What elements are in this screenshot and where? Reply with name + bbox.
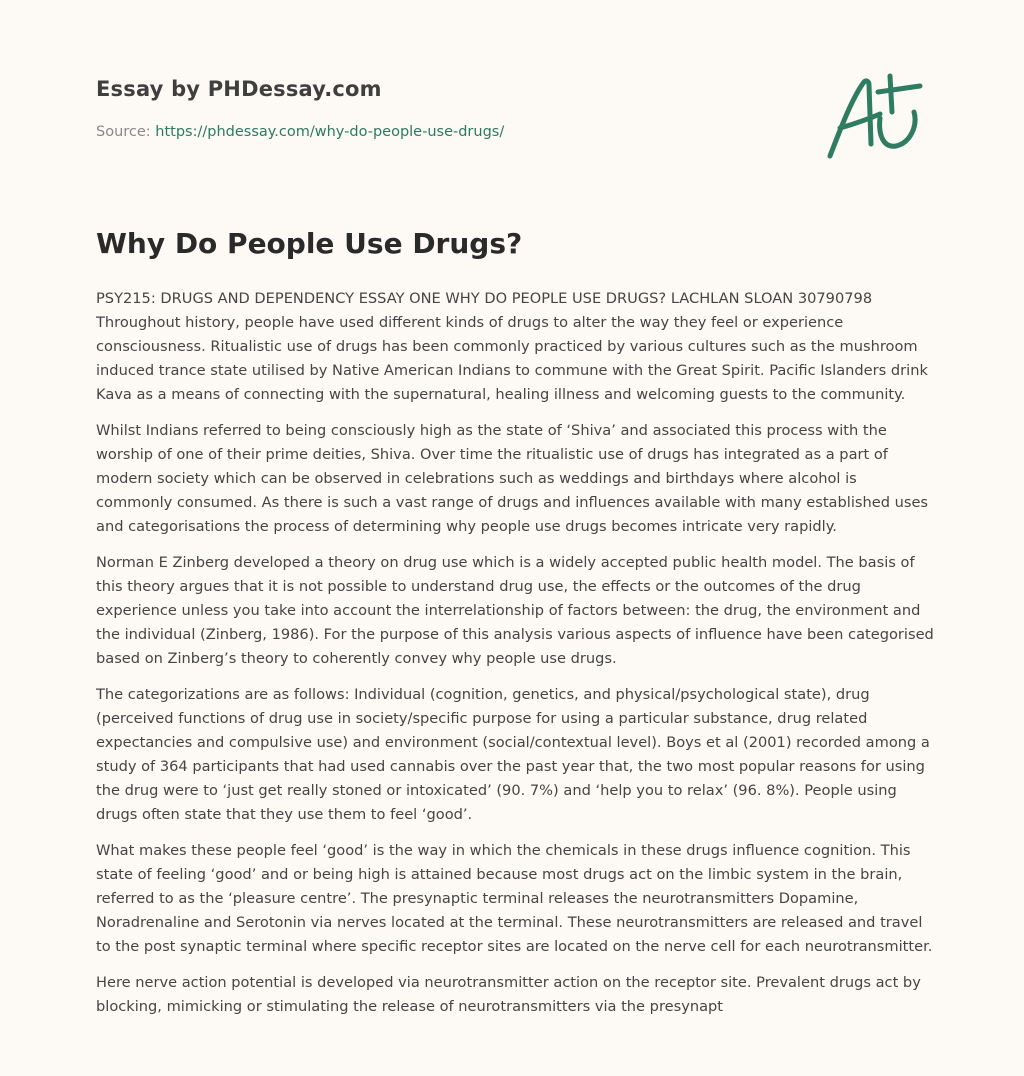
essay-paragraph: Norman E Zinberg developed a theory on drug use which is a widely accepted public health model. The basis of this theory argues that it is not possible to understand drug use, the effects or the outcomes of the drug experience unless you take into account the interrelationship of factors between: the drug, the environment and the individual (Zinberg, 1986). For the purpose of this analysis various aspects of influence have been categorised based on Zinberg’s theory to coherently convey why people use drugs.: [96, 554, 934, 667]
brand-title: Essay by PHDessay.com: [96, 77, 382, 101]
essay-paragraph: Here nerve action potential is developed via neurotransmitter action on the receptor site. Prevalent drugs act by blocking, mimicking or stimulating the release of neurotransmitters via the presynapt: [96, 974, 921, 1015]
essay-title: Why Do People Use Drugs?: [96, 227, 523, 260]
source-link[interactable]: https://phdessay.com/why-do-people-use-drugs/: [155, 124, 505, 140]
essay-paragraph: What makes these people feel ‘good’ is the way in which the chemicals in these drugs influence cognition. This state of feeling ‘good’ and or being high is attained because most drugs act on the limbic system in the brain, referred to as the ‘pleasure centre’. The presynaptic terminal releases the neurotransmitters Dopamine, Noradrenaline and Serotonin via nerves located at the terminal. These neurotransmitters are released and travel to the post synaptic terminal where specific receptor sites are located on the nerve cell for each neurotransmitter.: [96, 842, 933, 955]
essay-body: [96, 287, 934, 1031]
essay-paragraph: PSY215: DRUGS AND DEPENDENCY ESSAY ONE WHY DO PEOPLE USE DRUGS? LACHLAN SLOAN 30790798 Throughout history, people have used different kinds of drugs to alter the way they feel or experience consciousness. Ritualistic use of drugs has been commonly practiced by various cultures such as the mushroom induced trance state utilised by Native American Indians to commune with the Great Spirit. Pacific Islanders drink Kava as a means of connecting with the supernatural, healing illness and welcoming guests to the community.: [96, 290, 928, 403]
essay-paragraph: Whilst Indians referred to being consciously high as the state of ‘Shiva’ and associated this process with the worship of one of their prime deities, Shiva. Over time the ritualistic use of drugs has integrated as a part of modern society which can be observed in celebrations such as weddings and birthdays where alcohol is commonly consumed. As there is such a vast range of drugs and influences available with many established uses and categorisations the process of determining why people use drugs becomes intricate very rapidly.: [96, 422, 929, 535]
a-plus-logo-icon: [822, 68, 926, 164]
essay-paragraph: The categorizations are as follows: Individual (cognition, genetics, and physical/psychological state), drug (perceived functions of drug use in society/specific purpose for using a particular substance, drug related expectancies and compulsive use) and environment (social/contextual level). Boys et al (2001) recorded among a study of 364 participants that had used cannabis over the past year that, the two most popular reasons for using the drug were to ‘just get really stoned or intoxicated’ (90. 7%) and ‘help you to relax’ (96. 8%). People using drugs often state that they use them to feel ‘good’.: [96, 686, 930, 823]
source-label: Source:: [96, 124, 151, 140]
source-line: [96, 124, 504, 140]
